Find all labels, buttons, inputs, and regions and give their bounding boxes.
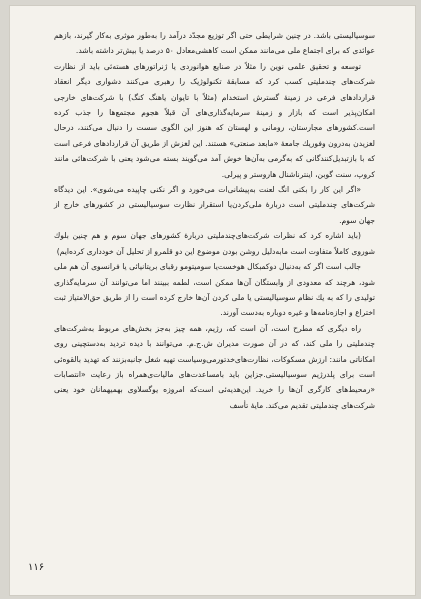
- paragraph-2: توسعه و تحقیق علمی نوین را مثلاً در صنایع هوانوردی یا ژنراتورهای هسته‌ئی باید از نظارت شرکت‌های چندملیتی کسب کرد که مسابقهٔ تکنولوژیک را رهبری می‌کنند دشواری دیگر انعقاد قراردادهای فرعی در زمینهٔ گسترش استخدام (مثلاً با تایوان یاهنگ کنگ) با شرکت‌های خارجی امکان‌پذیر است که بازار و زمینهٔ سرمایه‌گذاری‌های آن قبلاً هجوم مجتمع‌ها را جذب کرده است.کشورهای مجارستان، رومانی و لهستان که هنوز این الگوی سست را دنبال می‌کنند، درحال لغزیدن به‌درون وفوریك جامعهٔ «مابعد صنعتی» هستند. این لغزش از طریق آن قراردادهای فرعی است که با بازتبدیل‌کنندگانی که به‌گرمی به‌آن‌ها خوش آمد می‌گویند بسته می‌شود یعنی با شرکت‌هائی مانند کروپ، سنت گوبن، اینترناشنال هاروستر و پیرلی.: [54, 61, 375, 179]
- paragraph-4: (باید اشاره کرد که نظرات شرکت‌های‌چندملیتی دربارهٔ کشورهای جهان سوم و هم چنین بلوك شوروی کاملاً متفاوت است مابه‌دلیل روشن بودن موضوع این دو قلمرو از تحلیل آن خودداری کرده‌ایم): [54, 231, 375, 256]
- paragraph-6: راه دیگری که مطرح است، آن است که، رژیم، همه چیز به‌جز بخش‌های مربوط به‌شرکت‌های چندملیتی را ملی کند، که در آن صورت مدیران ش.ج.م. می‌توانند با دیده تردید به‌دستچینی روی امکاناتی مانند: ارزش مسکوکات، نظارت‌های‌خدتورمی‌وسیاست تهیه شغل جانبه‌بزنند که تهدید بالقوه‌ئی است برای پلدرژیم سوسیالیستی.جزاین باید بامساعدت‌های مالیات‌ی‌همراه باز رعایت «انتصابات «رمحیط‌های کارگری آن‌ها را خرید. این‌هدیه‌ئی است‌که امروزه یوگسلاوی بهمیهمانان خود یعنی شرکت‌های چندملیتی تقدیم می‌کند. مایهٔ تأسف: [54, 323, 375, 410]
- paragraph-3: «اگر این کار را بکنی انگ لعنت به‌پیشانی‌ات می‌خورد و اگر نکنی چاپیده می‌شوی». این دیدگاه شرکت‌های چندملیتی است دربارهٔ ملی‌کردن‌یا استقرار نظارت سوسیالیستی در کشورهای خارج از جهان سوم.: [54, 185, 375, 225]
- paragraph-5: جالب است اگر که به‌دنبال دوکمبکال هوخست‌یا سومیتومو رقبای بریتانیائی یا فرانسوی آن هم ملی شود، هرچند که معدودی از وابستگان آن‌ها ممکن است، لطمه ببینند اما می‌توانند آن سرمایه‌گذاری تولیدی را که به یك نظام سوسیالیستی یا ملی کردن آن‌ها خارج کرده است را از طریق حق‌الامتیاز ثبت اختراع و اجازه‌نامه‌ها و غیره دوباره به‌دست آورند.: [54, 262, 375, 318]
- paragraph-1: سوسیالیستی باشد. در چنین شرایطی حتی اگر توزیع مجدّد درآمد را به‌طور موثری به‌کار گیرند، بازهم عوائدی که برای اجتماع ملی می‌مانند ممکن است کاهشی‌معادل ۵۰ درصد یا بیش‌تر داشته باشد.: [54, 31, 375, 56]
- book-page: [10, 6, 415, 595]
- body-text: [54, 28, 375, 413]
- page-number: ۱۱۶: [28, 562, 45, 573]
